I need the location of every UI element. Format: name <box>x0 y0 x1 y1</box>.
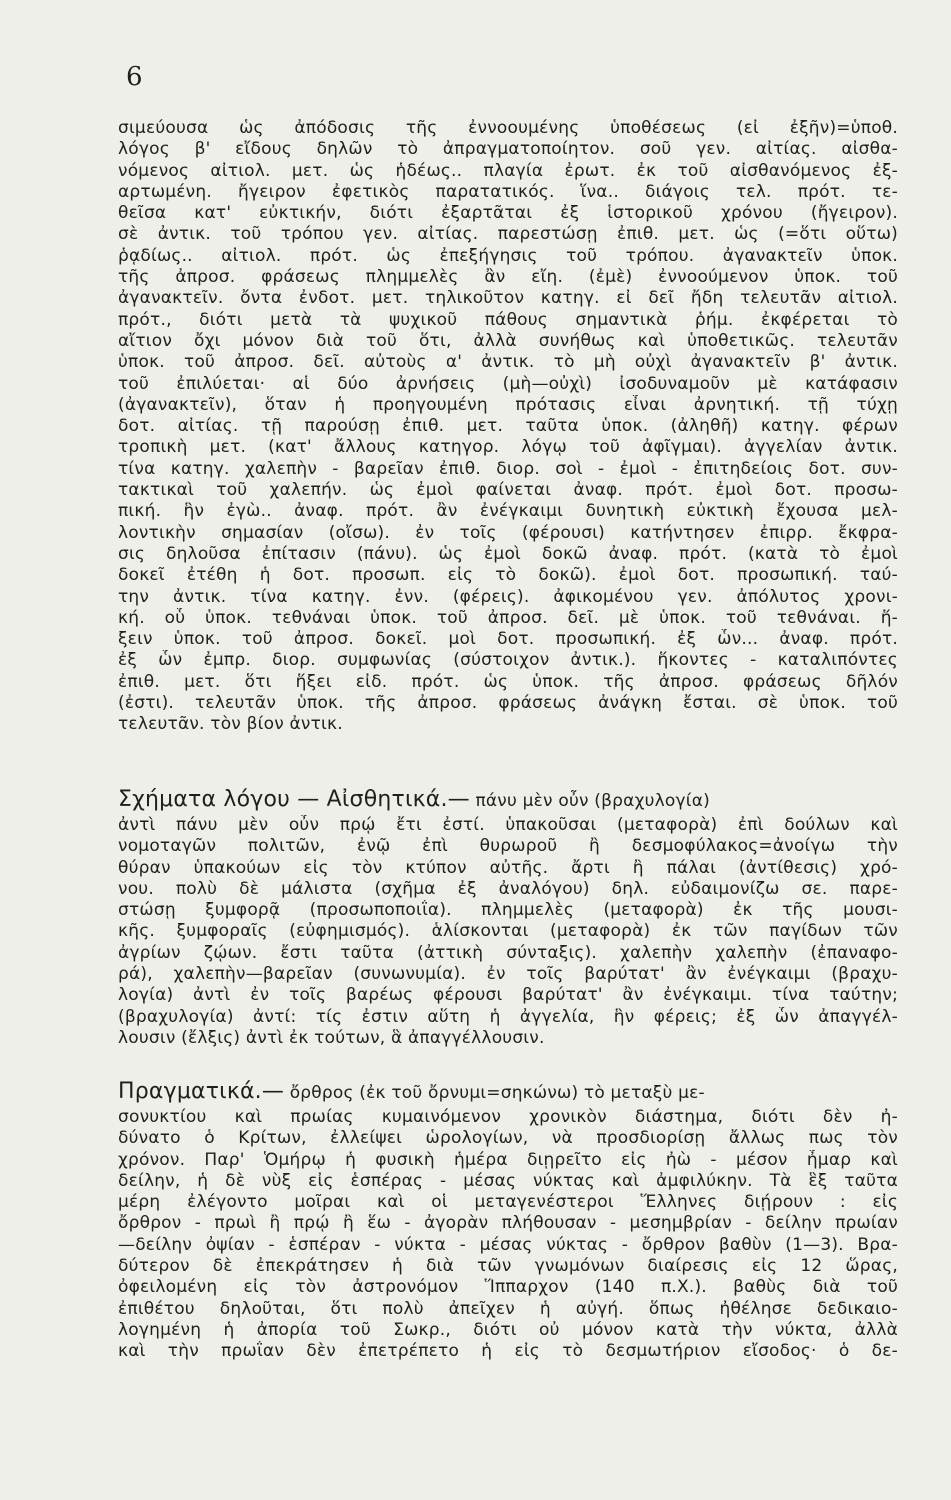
text-fragment: ὄρθρος (ἐκ τοῦ ὄρνυμι=σηκώνω) τὸ μεταξὺ με- <box>289 1083 705 1103</box>
section-first-line <box>118 786 898 815</box>
text-line: αρτωμένη. ἤγειρον ἐφετικὸς παρατατικός. ἵνα.. διάγοις τελ. πρότ. τε- <box>118 181 898 202</box>
text-line: ἐπιθ. μετ. ὅτι ἥξει εἰδ. πρότ. ὡς ὑποκ. τῆς ἀπροσ. φράσεως δῆλόν <box>118 671 898 692</box>
pragmatika-section <box>118 1078 898 1363</box>
text-line: τελευτᾶν. τὸν βίον ἀντικ. <box>118 714 343 735</box>
text-line: λογημένη ἡ ἀπορία τοῦ Σωκρ., διότι οὐ μόνον κατὰ τὴν νύκτα, ἀλλὰ <box>118 1319 898 1340</box>
text-line: (ἐστι). τελευτᾶν ὑποκ. τῆς ἀπροσ. φράσεως ἀνάγκη ἔσται. σὲ ὑποκ. τοῦ <box>118 693 898 714</box>
text-line: (ἀγανακτεῖν), ὅταν ἡ προηγουμένη πρότασις εἶναι ἀρνητική. τῇ τύχῃ <box>118 394 898 415</box>
text-line: λόγος β' εἴδους δηλῶν τὸ ἀπραγματοποίητον. σοῦ γεν. αἰτίας. αἰσθα- <box>118 139 898 160</box>
text-line: την ἀντικ. τίνα κατηγ. ἐνν. (φέρεις). ἀφικομένου γεν. ἀπόλυτος χρονι- <box>118 586 898 607</box>
schemata-section <box>118 786 898 1049</box>
text-line: λουσιν (ἔλξις) ἀντὶ ἐκ τούτων, ἃ ἀπαγγέλλουσιν. <box>118 1027 545 1048</box>
text-line: χρόνον. Παρ' Ὁμήρῳ ἡ φυσικὴ ἡμέρα διῃρεῖτο εἰς ἠὼ - μέσον ἦμαρ καὶ <box>118 1149 898 1170</box>
text-line: πική. ἣν ἐγὼ.. ἀναφ. πρότ. ἂν ἐνέγκαιμι δυνητικὴ εὐκτικὴ ἔχουσα μελ- <box>118 501 898 522</box>
text-line: σις δηλοῦσα ἐπίτασιν (πάνυ). ὡς ἐμοὶ δοκῶ ἀναφ. πρότ. (κατὰ τὸ ἐμοὶ <box>118 543 898 564</box>
text-line: ὀφειλομένη εἰς τὸν ἀστρονόμον Ἵππαρχον (140 π.Χ.). βαθὺς διὰ τοῦ <box>118 1277 898 1298</box>
text-line: κή. οὗ ὑποκ. τεθνάναι ὑποκ. τοῦ ἀπροσ. δεῖ. μὲ ὑποκ. τοῦ τεθνάναι. ἥ- <box>118 607 898 628</box>
text-line: νου. πολὺ δὲ μάλιστα (σχῆμα ἐξ ἀναλόγου) δηλ. εὐδαιμονίζω σε. παρε- <box>118 878 898 899</box>
text-line: καὶ τὴν πρωΐαν δὲν ἐπετρέπετο ἡ εἰς τὸ δεσμωτήριον εἴσοδος· ὁ δε- <box>118 1341 898 1362</box>
text-line: δοκεῖ ἐτέθη ἡ δοτ. προσωπ. εἰς τὸ δοκῶ). ἐμοὶ δοτ. προσωπική. ταύ- <box>118 565 898 586</box>
text-line: δύνατο ὁ Κρίτων, ἐλλείψει ὡρολογίων, νὰ προσδιορίσῃ ἄλλως πως τὸν <box>118 1128 898 1149</box>
text-line: δείλην, ἡ δὲ νὺξ εἰς ἑσπέρας - μέσας νύκτας καὶ ἀμφιλύκην. Τὰ ἓξ ταῦτα <box>118 1170 898 1191</box>
text-line: ὑποκ. τοῦ ἀπροσ. δεῖ. αὐτοὺς α' ἀντικ. τὸ μὴ οὐχὶ ἀγανακτεῖν β' ἀντικ. <box>118 352 898 373</box>
text-line: στώσῃ ξυμφορᾷ (προσωποποιΐα). πλημμελὲς (μεταφορὰ) ἐκ τῆς μουσι- <box>118 900 898 921</box>
text-line: ἐπιθέτου δηλοῦται, ὅτι πολὺ ἀπεῖχεν ἡ αὐγή. ὅπως ἠθέλησε δεδικαιο- <box>118 1298 898 1319</box>
page-number: 6 <box>126 62 143 92</box>
text-line: κῆς. ξυμφοραῖς (εὐφημισμός). ἁλίσκονται (μεταφορὰ) ἐκ τῶν παγίδων τῶν <box>118 921 898 942</box>
text-line: ἐξ ὧν ἐμπρ. διορ. συμφωνίας (σύστοιχον ἀντικ.). ἥκοντες - καταλιπόντες <box>118 650 898 671</box>
text-line: νόμενος αἰτιολ. μετ. ὡς ἡδέως.. πλαγία ἐρωτ. ἐκ τοῦ αἰσθανόμενος ἐξ- <box>118 160 898 181</box>
text-line: ῥᾳδίως.. αἰτιολ. πρότ. ὡς ἐπεξήγησις τοῦ τρόπου. ἀγανακτεῖν ὑποκ. <box>118 245 898 266</box>
text-line: δοτ. αἰτίας. τῇ παρούσῃ ἐπιθ. μετ. ταῦτα ὑποκ. (ἀληθῆ) κατηγ. φέρων <box>118 416 898 437</box>
text-line: ἀγανακτεῖν. ὄντα ἐνδοτ. μετ. τηλικοῦτον κατηγ. εἰ δεῖ ἤδη τελευτᾶν αἰτιολ. <box>118 288 898 309</box>
text-line: τακτικαὶ τοῦ χαλεπήν. ὡς ἐμοὶ φαίνεται ἀναφ. πρότ. ἐμοὶ δοτ. προσω- <box>118 480 898 501</box>
text-line: νομοταγῶν πολιτῶν, ἐνῷ ἐπὶ θυρωροῦ ἢ δεσμοφύλακος=ἀνοίγω τὴν <box>118 836 898 857</box>
text-line: σονυκτίου καὶ πρωίας κυμαινόμενον χρονικὸν διάστημα, διότι δὲν ἠ- <box>118 1107 898 1127</box>
text-line: θύραν ὑπακούων εἰς τὸν κτύπον αὐτῆς. ἄρτι ἢ πάλαι (ἀντίθεσις) χρό- <box>118 857 898 878</box>
text-line: ὄρθρον - πρωὶ ἢ πρῴ ἢ ἕω - ἀγορὰν πλήθουσαν - μεσημβρίαν - δείλην πρωίαν <box>118 1213 898 1234</box>
text-line: ἀντὶ πάνυ μὲν οὖν πρῴ ἔτι ἐστί. ὑπακοῦσαι (μεταφορὰ) ἐπὶ δούλων καὶ <box>118 815 898 835</box>
text-line: δύτερον δὲ ἐπεκράτησεν ἡ διὰ τῶν γνωμόνων διαίρεσις εἰς 12 ὥρας, <box>118 1256 898 1277</box>
text-line: λογία) ἀντὶ ἐν τοῖς βαρέως φέρουσι βαρύτατ' ἂν ἐνέγκαιμι. τίνα ταύτην; <box>118 985 898 1006</box>
commentary-paragraph <box>118 118 898 736</box>
text-line: λοντικὴν σημασίαν (οἴσω). ἐν τοῖς (φέρουσι) κατήντησεν ἐπιρρ. ἔκφρα- <box>118 522 898 543</box>
section-first-line <box>118 1078 898 1107</box>
text-line: —δείλην ὀψίαν - ἑσπέραν - νύκτα - μέσας νύκτας - ὄρθρον βαθὺν (1—3). Βρα- <box>118 1234 898 1255</box>
text-line: θεῖσα κατ' εὐκτικήν, διότι ἐξαρτᾶται ἐξ ἱστορικοῦ χρόνου (ἤγειρον). <box>118 203 898 224</box>
text-line: τροπικὴ μετ. (κατ' ἄλλους κατηγορ. λόγῳ τοῦ ἀφῖγμαι). ἀγγελίαν ἀντικ. <box>118 437 898 458</box>
text-line: μέρη ἐλέγοντο μοῖραι καὶ οἱ μεταγενέστεροι Ἕλληνες διῄρουν : εἰς <box>118 1192 898 1213</box>
text-line: τίνα κατηγ. χαλεπὴν - βαρεῖαν ἐπιθ. διορ. σοὶ - ἐμοὶ - ἐπιτηδείοις δοτ. συν- <box>118 458 898 479</box>
text-line: σὲ ἀντικ. τοῦ τρόπου γεν. αἰτίας. παρεστώσῃ ἐπιθ. μετ. ὡς (=ὅτι οὕτω) <box>118 224 898 245</box>
section-heading: Πραγματικά.— <box>118 1079 285 1104</box>
text-line: ρά), χαλεπὴν—βαρεῖαν (συνωνυμία). ἐν τοῖς βαρύτατ' ἂν ἐνέγκαιμι (βραχυ- <box>118 964 898 985</box>
text-line: πρότ., διότι μετὰ τὰ ψυχικοῦ πάθους σημαντικὰ ῥήμ. ἐκφέρεται τὸ <box>118 309 898 330</box>
text-line: ξειν ὑποκ. τοῦ ἀπροσ. δοκεῖ. μοὶ δοτ. προσωπική. ἐξ ὧν... ἀναφ. πρότ. <box>118 629 898 650</box>
text-line: τῆς ἀπροσ. φράσεως πλημμελὲς ἂν εἴη. (ἐμὲ) ἐννοούμενον ὑποκ. τοῦ <box>118 267 898 288</box>
text-line: σιμεύουσα ὡς ἀπόδοσις τῆς ἐννοουμένης ὑποθέσεως (εἰ ἐξῆν)=ὑποθ. <box>118 118 898 138</box>
text-fragment: πάνυ μὲν οὖν (βραχυλογία) <box>475 791 710 811</box>
text-line: τοῦ ἐπιλύεται· αἱ δύο ἀρνήσεις (μὴ—οὐχὶ) ἰσοδυναμοῦν μὲ κατάφασιν <box>118 373 898 394</box>
section-heading: Σχήματα λόγου — Αἰσθητικά.— <box>118 787 470 812</box>
text-line: (βραχυλογία) ἀντί: τίς ἐστιν αὕτη ἡ ἀγγελία, ἣν φέρεις; ἐξ ὧν ἀπαγγέλ- <box>118 1006 898 1027</box>
text-line: ἀγρίων ζῴων. ἔστι ταῦτα (ἀττικὴ σύνταξις). χαλεπὴν χαλεπὴν (ἐπαναφο- <box>118 942 898 963</box>
text-line: αἴτιον ὄχι μόνον διὰ τοῦ ὅτι, ἀλλὰ συνήθως καὶ ὑποθετικῶς. τελευτᾶν <box>118 330 898 351</box>
